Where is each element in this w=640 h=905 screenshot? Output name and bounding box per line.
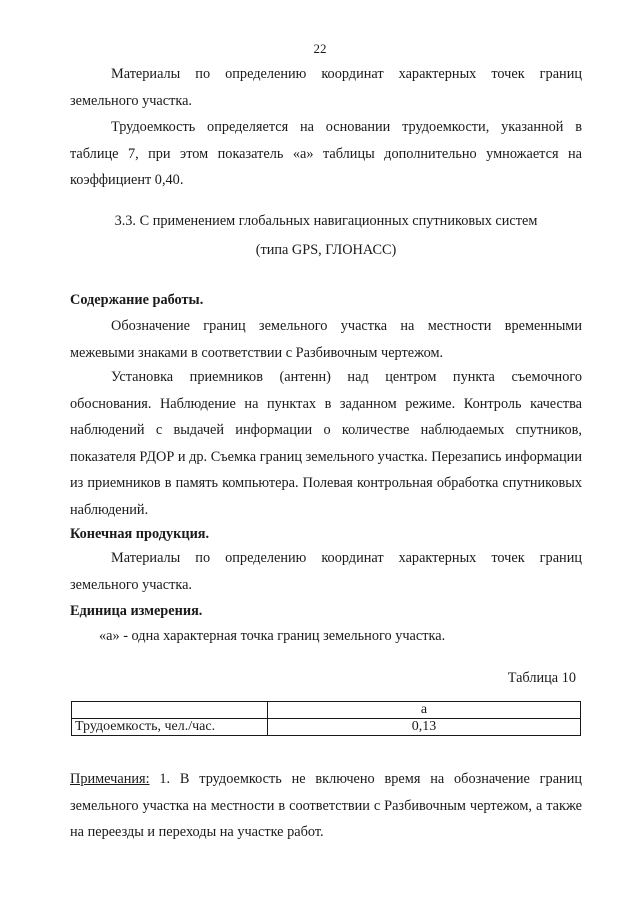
table-row-label: Трудоемкость, чел./час. bbox=[72, 719, 268, 736]
heading-unit: Единица измерения. bbox=[70, 603, 203, 619]
heading-final-product: Конечная продукция. bbox=[70, 526, 210, 542]
paragraph-text: «а» - одна характерная точка границ земельного участка. bbox=[99, 628, 446, 644]
section-heading-line-1: 3.3. С применением глобальных навигационных спутниковых систем bbox=[114, 213, 538, 229]
page-number: 22 bbox=[313, 41, 327, 56]
paragraph-materials-1 bbox=[70, 61, 582, 114]
table-row-value: 0,13 bbox=[268, 719, 581, 736]
table-row bbox=[72, 719, 581, 736]
paragraph-receiver-setup bbox=[70, 364, 582, 524]
paragraph-text: Материалы по определению координат характерных точек границ земельного участка. bbox=[70, 66, 582, 109]
notes-paragraph bbox=[70, 766, 582, 846]
paragraph-boundary-marking bbox=[70, 313, 582, 366]
paragraph-text: Обозначение границ земельного участка на местности временными межевыми знаками в соответствии с Разбивочным чертежом. bbox=[70, 318, 582, 361]
table-header-row bbox=[72, 702, 581, 719]
paragraph-text: Трудоемкость определяется на основании трудоемкости, указанной в таблице 7, при этом показатель «а» таблицы дополнительно умножается на коэффициент 0,40. bbox=[70, 119, 582, 189]
paragraph-unit-definition bbox=[70, 623, 582, 650]
notes-label: Примечания: bbox=[70, 771, 150, 787]
heading-work-content: Содержание работы. bbox=[70, 292, 204, 308]
section-heading-line-2: (типа GPS, ГЛОНАСС) bbox=[255, 242, 397, 258]
paragraph-labor-intensity bbox=[70, 114, 582, 194]
paragraph-materials-2 bbox=[70, 545, 582, 598]
table-header-empty-cell bbox=[72, 702, 268, 719]
paragraph-text: Установка приемников (антенн) над центром пункта съемочного обоснования. Наблюдение на пунктах в заданном режиме. Контроль качества наблюдений с выдачей информации о количестве наблюдаемых спутников, показателя РДОР и др. Съемка границ земельного участка. Перезапись информации из приемников в память компьютера. Полевая контрольная обработка спутниковых наблюдений. bbox=[70, 369, 582, 518]
table-10 bbox=[71, 701, 581, 736]
table-caption: Таблица 10 bbox=[507, 670, 576, 686]
paragraph-text: Материалы по определению координат характерных точек границ земельного участка. bbox=[70, 550, 582, 593]
table-header-cell-a: а bbox=[268, 702, 581, 719]
notes-text: 1. В трудоемкость не включено время на обозначение границ земельного участка на местности в соответствии с Разбивочным чертежом, а также на переезды и переходы на участке работ. bbox=[70, 771, 582, 841]
